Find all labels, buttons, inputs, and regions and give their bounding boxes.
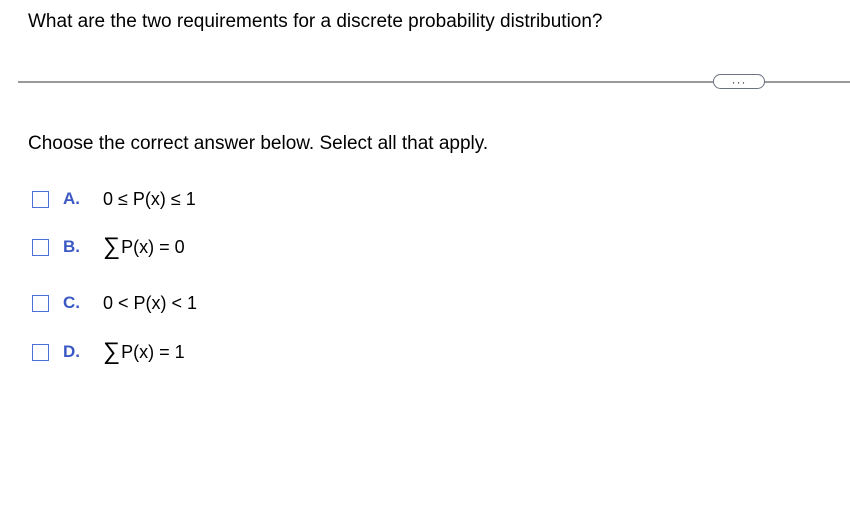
option-d-letter: D.: [63, 342, 80, 361]
option-c-expression: [103, 293, 197, 314]
option-b-letter: B.: [63, 237, 80, 256]
option-c-letter: C.: [63, 293, 80, 312]
option-a-letter: A.: [63, 189, 80, 208]
instruction-text: Choose the correct answer below. Select all that apply.: [28, 133, 489, 154]
option-c[interactable]: [32, 292, 197, 314]
option-d-expression-text: P(x) = 1: [121, 341, 185, 362]
option-b[interactable]: [32, 233, 185, 260]
option-a-checkbox[interactable]: [32, 191, 49, 208]
option-d-checkbox[interactable]: [32, 344, 49, 361]
option-d-expression: [103, 338, 185, 365]
option-d[interactable]: [32, 338, 185, 365]
sigma-symbol: ∑: [103, 338, 121, 365]
sigma-symbol: ∑: [103, 233, 121, 260]
more-options-button[interactable]: ···: [713, 74, 765, 89]
option-c-expression-text: 0 < P(x) < 1: [103, 292, 198, 313]
option-c-checkbox[interactable]: [32, 295, 49, 312]
option-a[interactable]: [32, 188, 196, 210]
option-b-expression-text: P(x) = 0: [121, 236, 185, 257]
option-b-expression: [103, 233, 185, 260]
option-a-expression-text: 0 ≤ P(x) ≤ 1: [103, 188, 196, 209]
question-text: What are the two requirements for a discrete probability distribution?: [28, 11, 603, 32]
option-a-expression: [103, 189, 196, 210]
option-b-checkbox[interactable]: [32, 239, 49, 256]
